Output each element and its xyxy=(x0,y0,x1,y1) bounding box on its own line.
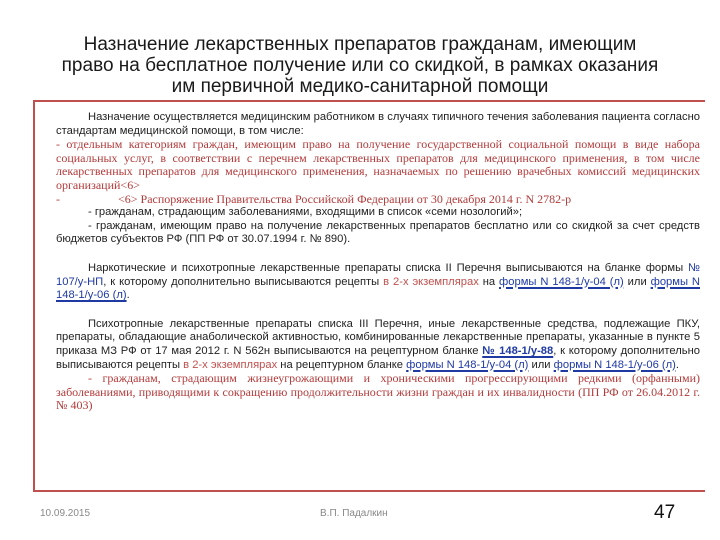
title-line-2: право на бесплатное получение или со скидкой, в рамках оказания xyxy=(61,55,659,76)
left-border-line xyxy=(33,100,35,492)
title-line-3: им первичной медико-санитарной помощи xyxy=(171,76,549,97)
psychotropic-text-3: на рецептурном бланке xyxy=(277,358,407,371)
title-line-1: Назначение лекарственных препаратов гражданам, имеющим xyxy=(83,34,637,55)
page-number: 47 xyxy=(654,502,676,523)
form-148-88-link: № 148-1/у-88 xyxy=(482,344,554,357)
nosology-item: - гражданам, страдающим заболеваниями, входящими в список «семи нозологий»; xyxy=(88,206,523,219)
psychotropic-text-2: , к которому дополнительно выписываются рецепты xyxy=(56,344,700,371)
psychotropic-or: или xyxy=(528,358,554,371)
two-copies-text-2: в 2-х экземплярах xyxy=(183,358,278,371)
footnote-dash: - xyxy=(56,191,60,206)
bottom-border-line xyxy=(33,490,705,492)
intro-paragraph: Назначение осуществляется медицинским работником в случаях типичного течения заболевания пациента согласно стандартам медицинской помощи, в том числе: xyxy=(56,111,700,137)
footer-author: В.П. Падалкин xyxy=(320,508,388,519)
slide-content xyxy=(56,111,700,413)
spacer xyxy=(56,247,700,262)
form-107-link: № 107/у-НП xyxy=(56,261,700,288)
form-148-04-link: формы N 148-1/у-04 (л) xyxy=(499,275,624,288)
footnote-line xyxy=(56,193,700,207)
narcotic-text-1: Наркотические и психотропные лекарственные препараты списка II Перечня выписываются на бланке формы xyxy=(88,261,688,274)
form-148-06-link-2: формы N 148-1/у-06 (л) xyxy=(553,358,676,371)
psychotropic-text-1: Психотропные лекарственные препараты списка III Перечня, иные лекарственные средства, подлежащие ПКУ, препараты, обладающие анаболической активностью, комбинированные лекарственные препараты, указанные в пункте 5 приказа МЗ РФ от 17 мая 2012 г. N 562н выписываются на рецептурном бланке xyxy=(56,317,700,357)
narcotic-paragraph xyxy=(56,262,700,303)
footer-date: 10.09.2015 xyxy=(40,508,91,519)
narcotic-or: или xyxy=(623,275,651,288)
footnote-text: <6> Распоряжение Правительства Российской Федерации от 30 декабря 2014 г. N 2782-р xyxy=(118,191,572,206)
narcotic-on: на xyxy=(478,275,500,288)
psychotropic-end: . xyxy=(675,358,679,371)
budget-item: - гражданам, имеющим право на получение лекарственных препаратов бесплатно или со скидкой за счет средств бюджетов субъектов РФ (ПП РФ от 30.07.1994 г. № 890). xyxy=(56,219,700,246)
top-border-line xyxy=(33,100,705,102)
slide-title xyxy=(20,34,700,97)
narcotic-text-2: , к которому дополнительно выписываются рецепты xyxy=(103,275,384,288)
narcotic-end: . xyxy=(126,289,130,302)
psychotropic-paragraph xyxy=(56,318,700,372)
form-148-04-link-2: формы N 148-1/у-04 (л) xyxy=(406,358,529,371)
social-help-paragraph: - отдельным категориям граждан, имеющим право на получение государственной социальной помощи в виде набора социальных услуг, в соответствии с перечнем лекарственных препаратов для медицинского применения, в том числе лекарственных препаратов для медицинского применения, назначаемых по решению врачебных комиссий медицинских организаций<6> xyxy=(56,137,700,192)
orphan-paragraph: - гражданам, страдающим жизнеугрожающими и хроническими прогрессирующими редкими (орфанными) заболеваниями, приводящими к сокращению продолжительности жизни граждан и их инвалидности (ПП РФ от 26.04.2012 г. № 403) xyxy=(56,371,700,413)
spacer xyxy=(56,303,700,318)
two-copies-text: в 2-х экземплярах xyxy=(383,275,479,288)
form-148-06-link: формы N 148-1/у-06 (л) xyxy=(56,275,701,302)
